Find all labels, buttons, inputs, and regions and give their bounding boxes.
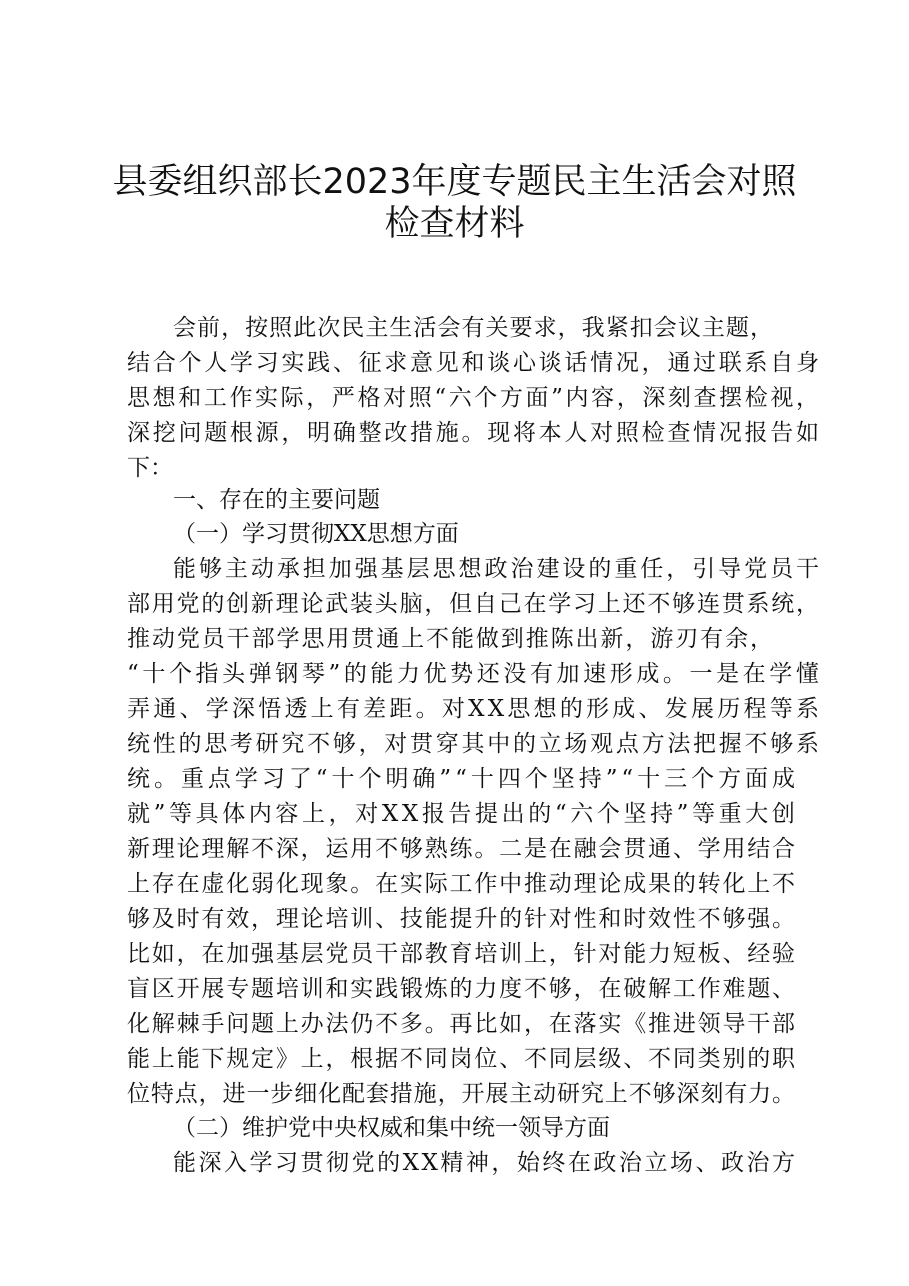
body-line: 统。重点学习了“十个明确”“十四个坚持”“十三个方面成	[127, 766, 799, 792]
document-title-line-2: 检查材料	[384, 204, 525, 244]
body-line: 会前，按照此次民主生活会有关要求，我紧扣会议主题，	[173, 315, 774, 341]
document-title-line-1: 县委组织部长2023年度专题民主生活会对照	[112, 162, 797, 202]
body-line: 统性的思考研究不够，对贯穿其中的立场观点方法把握不够系	[127, 731, 822, 757]
body-line: 推动党员干部学思用贯通上不能做到推陈出新，游刃有余，	[127, 626, 775, 652]
body-line: 上存在虚化弱化现象。在实际工作中推动理论成果的转化上不	[127, 871, 797, 897]
body-line: 位特点，进一步细化配套措施，开展主动研究上不够深刻有力。	[127, 1081, 796, 1107]
body-line: 就”等具体内容上，对XX报告提出的“六个坚持”等重大创	[127, 801, 799, 827]
body-line: 新理论理解不深，运用不够熟练。二是在融会贯通、学用结合	[127, 836, 797, 862]
body-line: 能够主动承担加强基层思想政治建设的重任，引导党员干	[173, 556, 822, 582]
subsection-heading: （二）维护党中央权威和集中统一领导方面	[173, 1115, 610, 1141]
body-line: 思想和工作实际，严格对照“六个方面”内容，深刻查摆检视，	[127, 385, 822, 411]
body-line: 够及时有效，理论培训、技能提升的针对性和时效性不够强。	[127, 906, 797, 932]
body-line: 结合个人学习实践、征求意见和谈心谈话情况，通过联系自身	[127, 350, 822, 376]
body-line: 下：	[127, 455, 173, 481]
body-line: 盲区开展专题培训和实践锻炼的力度不够，在破解工作难题、	[127, 976, 797, 1002]
body-line: 比如，在加强基层党员干部教育培训上，针对能力短板、经验	[127, 941, 797, 967]
subsection-heading: （一）学习贯彻XX思想方面	[173, 521, 459, 547]
section-heading: 一、存在的主要问题	[173, 487, 380, 513]
body-line: 部用党的创新理论武装头脑，但自己在学习上还不够连贯系统，	[127, 591, 821, 617]
body-line: 化解棘手问题上办法仍不多。再比如，在落实《推进领导干部	[127, 1011, 797, 1037]
body-line: 能上能下规定》上，根据不同岗位、不同层级、不同类别的职	[127, 1046, 797, 1072]
body-line: “十个指头弹钢琴”的能力优势还没有加速形成。一是在学懂	[127, 661, 823, 687]
body-line: 弄通、学深悟透上有差距。对XX思想的形成、发展历程等系	[127, 696, 823, 722]
body-line: 深挖问题根源，明确整改措施。现将本人对照检查情况报告如	[127, 420, 822, 446]
body-line: 能深入学习贯彻党的XX精神，始终在政治立场、政治方	[173, 1150, 798, 1176]
